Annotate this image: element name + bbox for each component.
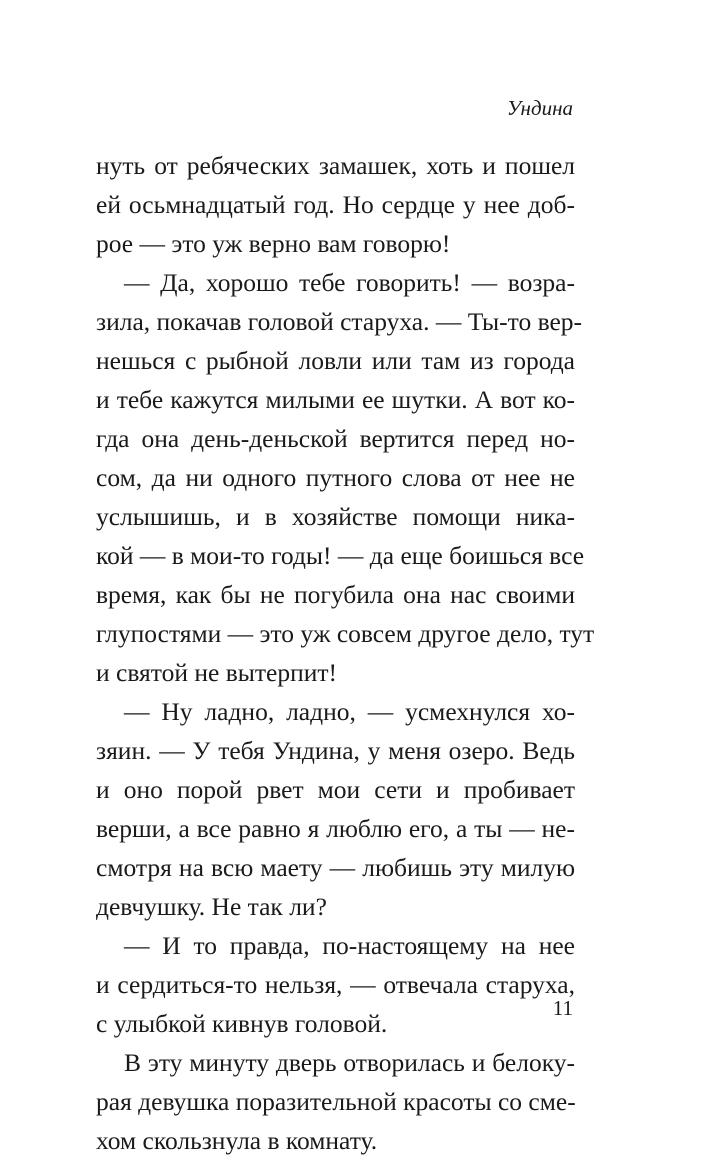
text-line: нешься с рыбной ловли или там из города bbox=[96, 346, 575, 375]
text-line: сом, да ни одного путного слова от нее не bbox=[96, 463, 575, 492]
body-text bbox=[96, 146, 595, 1160]
text-line: зяин. — У тебя Ундина, у меня озеро. Ведь bbox=[96, 736, 575, 765]
text-line: нуть от ребяческих замашек, хоть и пошел bbox=[96, 151, 575, 180]
text-line: гда она день-деньской вертится перед но- bbox=[96, 424, 575, 453]
text-line: зила, покачав головой старуха. — Ты-то вер- bbox=[96, 307, 583, 336]
text-line: рое — это уж верно вам говорю! bbox=[96, 229, 451, 258]
text-line: глупостями — это уж совсем другое дело, тут bbox=[96, 619, 595, 648]
text-line: — Да, хорошо тебе говорить! — возра- bbox=[124, 268, 575, 297]
text-line: — Ну ладно, ладно, — усмехнулся хо- bbox=[124, 697, 575, 726]
running-title: Ундина bbox=[506, 96, 573, 120]
text-line: и тебе кажутся милыми ее шутки. А вот ко- bbox=[96, 385, 575, 414]
text-line: услышишь, и в хозяйстве помощи ника- bbox=[96, 502, 575, 531]
text-line: время, как бы не погубила она нас своими bbox=[96, 580, 575, 609]
text-line: ей осьмнадцатый год. Но сердце у нее доб- bbox=[96, 190, 575, 219]
text-line: — И то правда, по-настоящему на нее bbox=[124, 931, 575, 960]
page-number: 11 bbox=[552, 996, 573, 1020]
text-line: верши, а все равно я люблю его, а ты — не- bbox=[96, 814, 575, 843]
text-line: рая девушка поразительной красоты со сме- bbox=[96, 1087, 576, 1116]
text-line: хом скользнула в комнату. bbox=[96, 1126, 378, 1155]
text-line: смотря на всю маету — любишь эту милую bbox=[96, 853, 575, 882]
text-line: и святой не вытерпит! bbox=[96, 658, 338, 687]
text-line: и оно порой рвет мои сети и пробивает bbox=[96, 775, 575, 804]
text-line: и сердиться-то нельзя, — отвечала старуха, bbox=[96, 970, 575, 999]
text-line: кой — в мои-то годы! — да еще боишься все bbox=[96, 541, 585, 570]
text-line: девчушку. Не так ли? bbox=[96, 892, 327, 921]
text-line: с улыбкой кивнув головой. bbox=[96, 1009, 388, 1038]
text-line: В эту минуту дверь отворилась и белоку- bbox=[124, 1048, 575, 1077]
